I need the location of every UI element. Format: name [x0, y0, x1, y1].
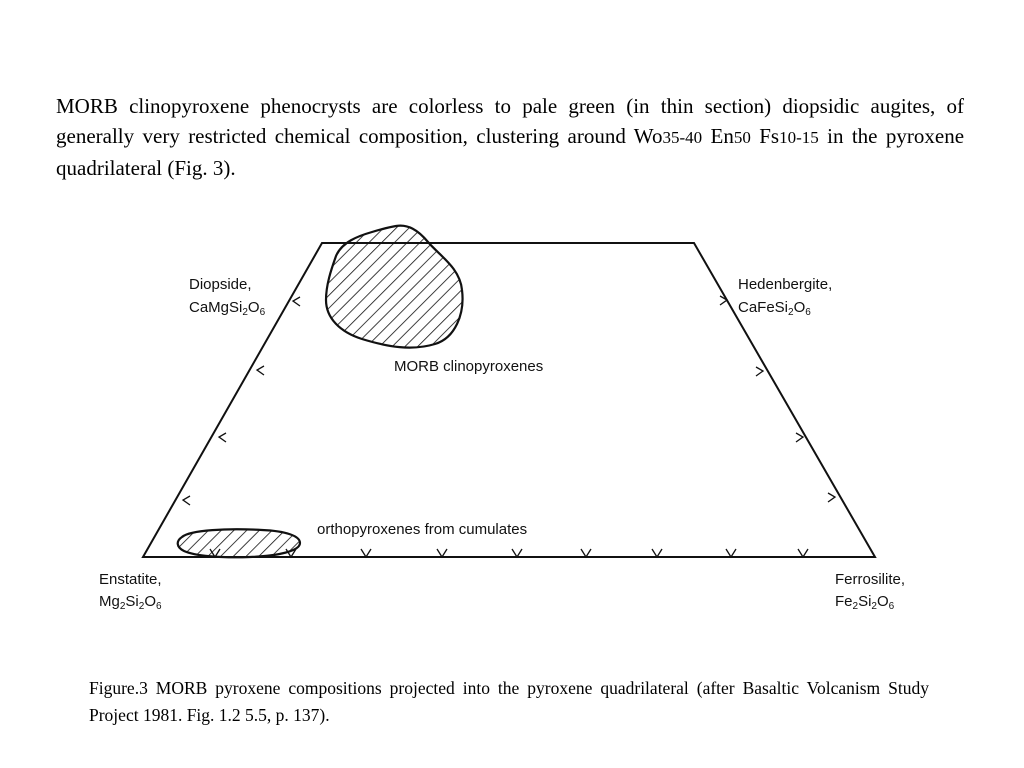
- figure-caption: Figure.3 MORB pyroxene compositions projected into the pyroxene quadrilateral (after Basaltic Volcanism Study Project 1981. Fig. 1.2 5.5, p. 137).: [89, 677, 929, 725]
- enstatite-formula: $Mg_2Si_2O_6$: [99, 593, 162, 612]
- hedenbergite-label: Hedenbergite,: [738, 276, 833, 293]
- wo-range: 35-40: [662, 128, 703, 147]
- left-edge-ticks: [183, 297, 300, 505]
- en-value: 50: [733, 128, 751, 147]
- orthopyroxene-field-label: orthopyroxenes from cumulates: [317, 521, 528, 538]
- fs-label: Fs: [759, 124, 780, 148]
- orthopyroxene-field: [178, 529, 300, 557]
- paragraph-text: MORB clinopyroxene phenocrysts are colorless to pale green (in thin section) diopsidic augites, of generally very restricted chemical composition, clustering around Wo: [56, 94, 964, 148]
- en-label: En: [710, 124, 734, 148]
- fs-range: 10-15: [779, 128, 819, 147]
- right-edge-ticks: [720, 296, 835, 502]
- bottom-edge-ticks: [210, 549, 808, 557]
- diopside-label: Diopside,: [189, 276, 252, 293]
- hedenbergite-formula: $CaFeSi_2O_6$: [738, 299, 811, 318]
- ferrosilite-label: Ferrosilite,: [835, 571, 906, 588]
- paragraph-tail: in the pyroxene quadrilateral (Fig. 3).: [56, 124, 965, 180]
- diopside-formula: $CaMgSi_2O_6$: [189, 299, 266, 318]
- clinopyroxene-field-label: MORB clinopyroxenes: [394, 358, 544, 375]
- ferrosilite-formula: $Fe_2Si_2O_6$: [835, 593, 895, 612]
- enstatite-label: Enstatite,: [99, 571, 162, 588]
